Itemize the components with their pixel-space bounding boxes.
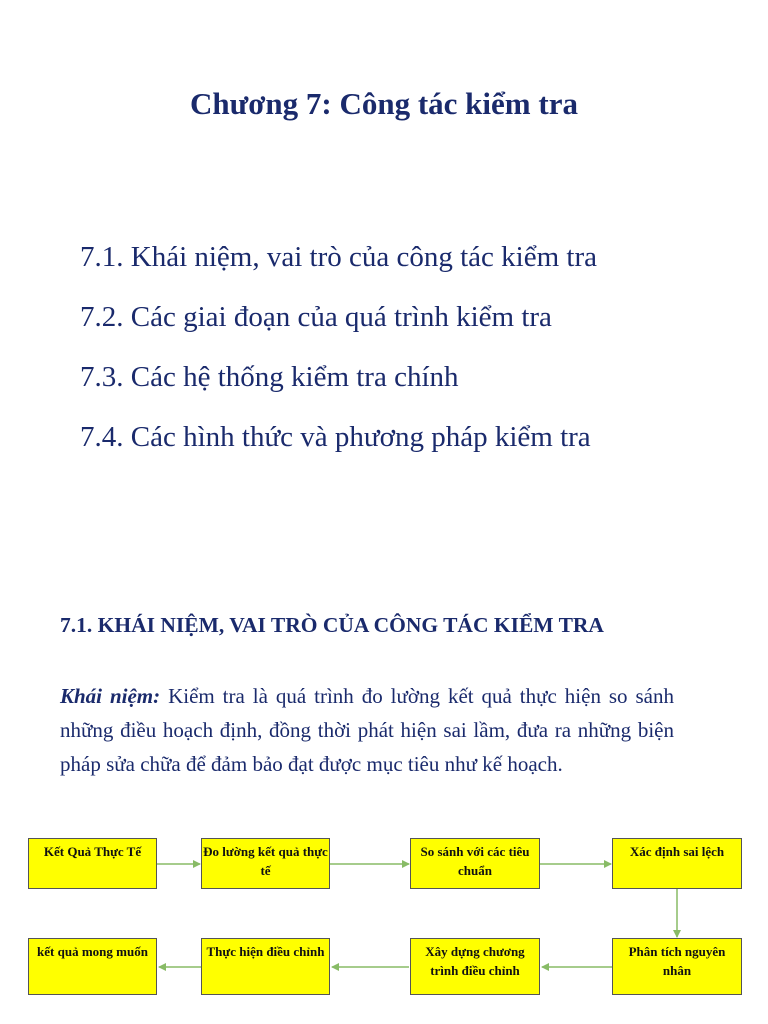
toc-item: 7.2. Các giai đoạn của quá trình kiểm tra: [80, 301, 552, 333]
toc-item: 7.3. Các hệ thống kiểm tra chính: [80, 361, 459, 393]
flow-box-build-adjustment-program: Xây dựng chương trình điều chỉnh: [410, 938, 540, 995]
definition-text: Kiểm tra là quá trình đo lường kết quả thực hiện so sánh những điều hoạch định, đồng thời phát hiện sai lầm, đưa ra những biện pháp sửa chữa để đảm bảo đạt được mục tiêu như kế hoạch.: [60, 684, 674, 776]
toc-item: 7.1. Khái niệm, vai trò của công tác kiểm tra: [80, 241, 597, 273]
toc-item: 7.4. Các hình thức và phương pháp kiểm tra: [80, 421, 591, 453]
flow-box-implement-adjustment: Thực hiện điều chỉnh: [201, 938, 330, 995]
flow-box-compare-standards: So sánh với các tiêu chuẩn: [410, 838, 540, 889]
flow-box-determine-deviation: Xác định sai lệch: [612, 838, 742, 889]
flow-box-measure-result: Đo lường kết quả thực tế: [201, 838, 330, 889]
flow-box-desired-result: kết quả mong muốn: [28, 938, 157, 995]
table-of-contents: [80, 236, 597, 476]
flow-box-actual-result: Kết Quả Thực Tế: [28, 838, 157, 889]
definition-term: Khái niệm:: [60, 684, 161, 708]
definition-paragraph: [60, 679, 674, 781]
flow-box-analyze-causes: Phân tích nguyên nhân: [612, 938, 742, 995]
slide-title: Chương 7: Công tác kiểm tra: [190, 86, 578, 121]
section-heading: 7.1. KHÁI NIỆM, VAI TRÒ CỦA CÔNG TÁC KIỂM TRA: [60, 613, 604, 637]
